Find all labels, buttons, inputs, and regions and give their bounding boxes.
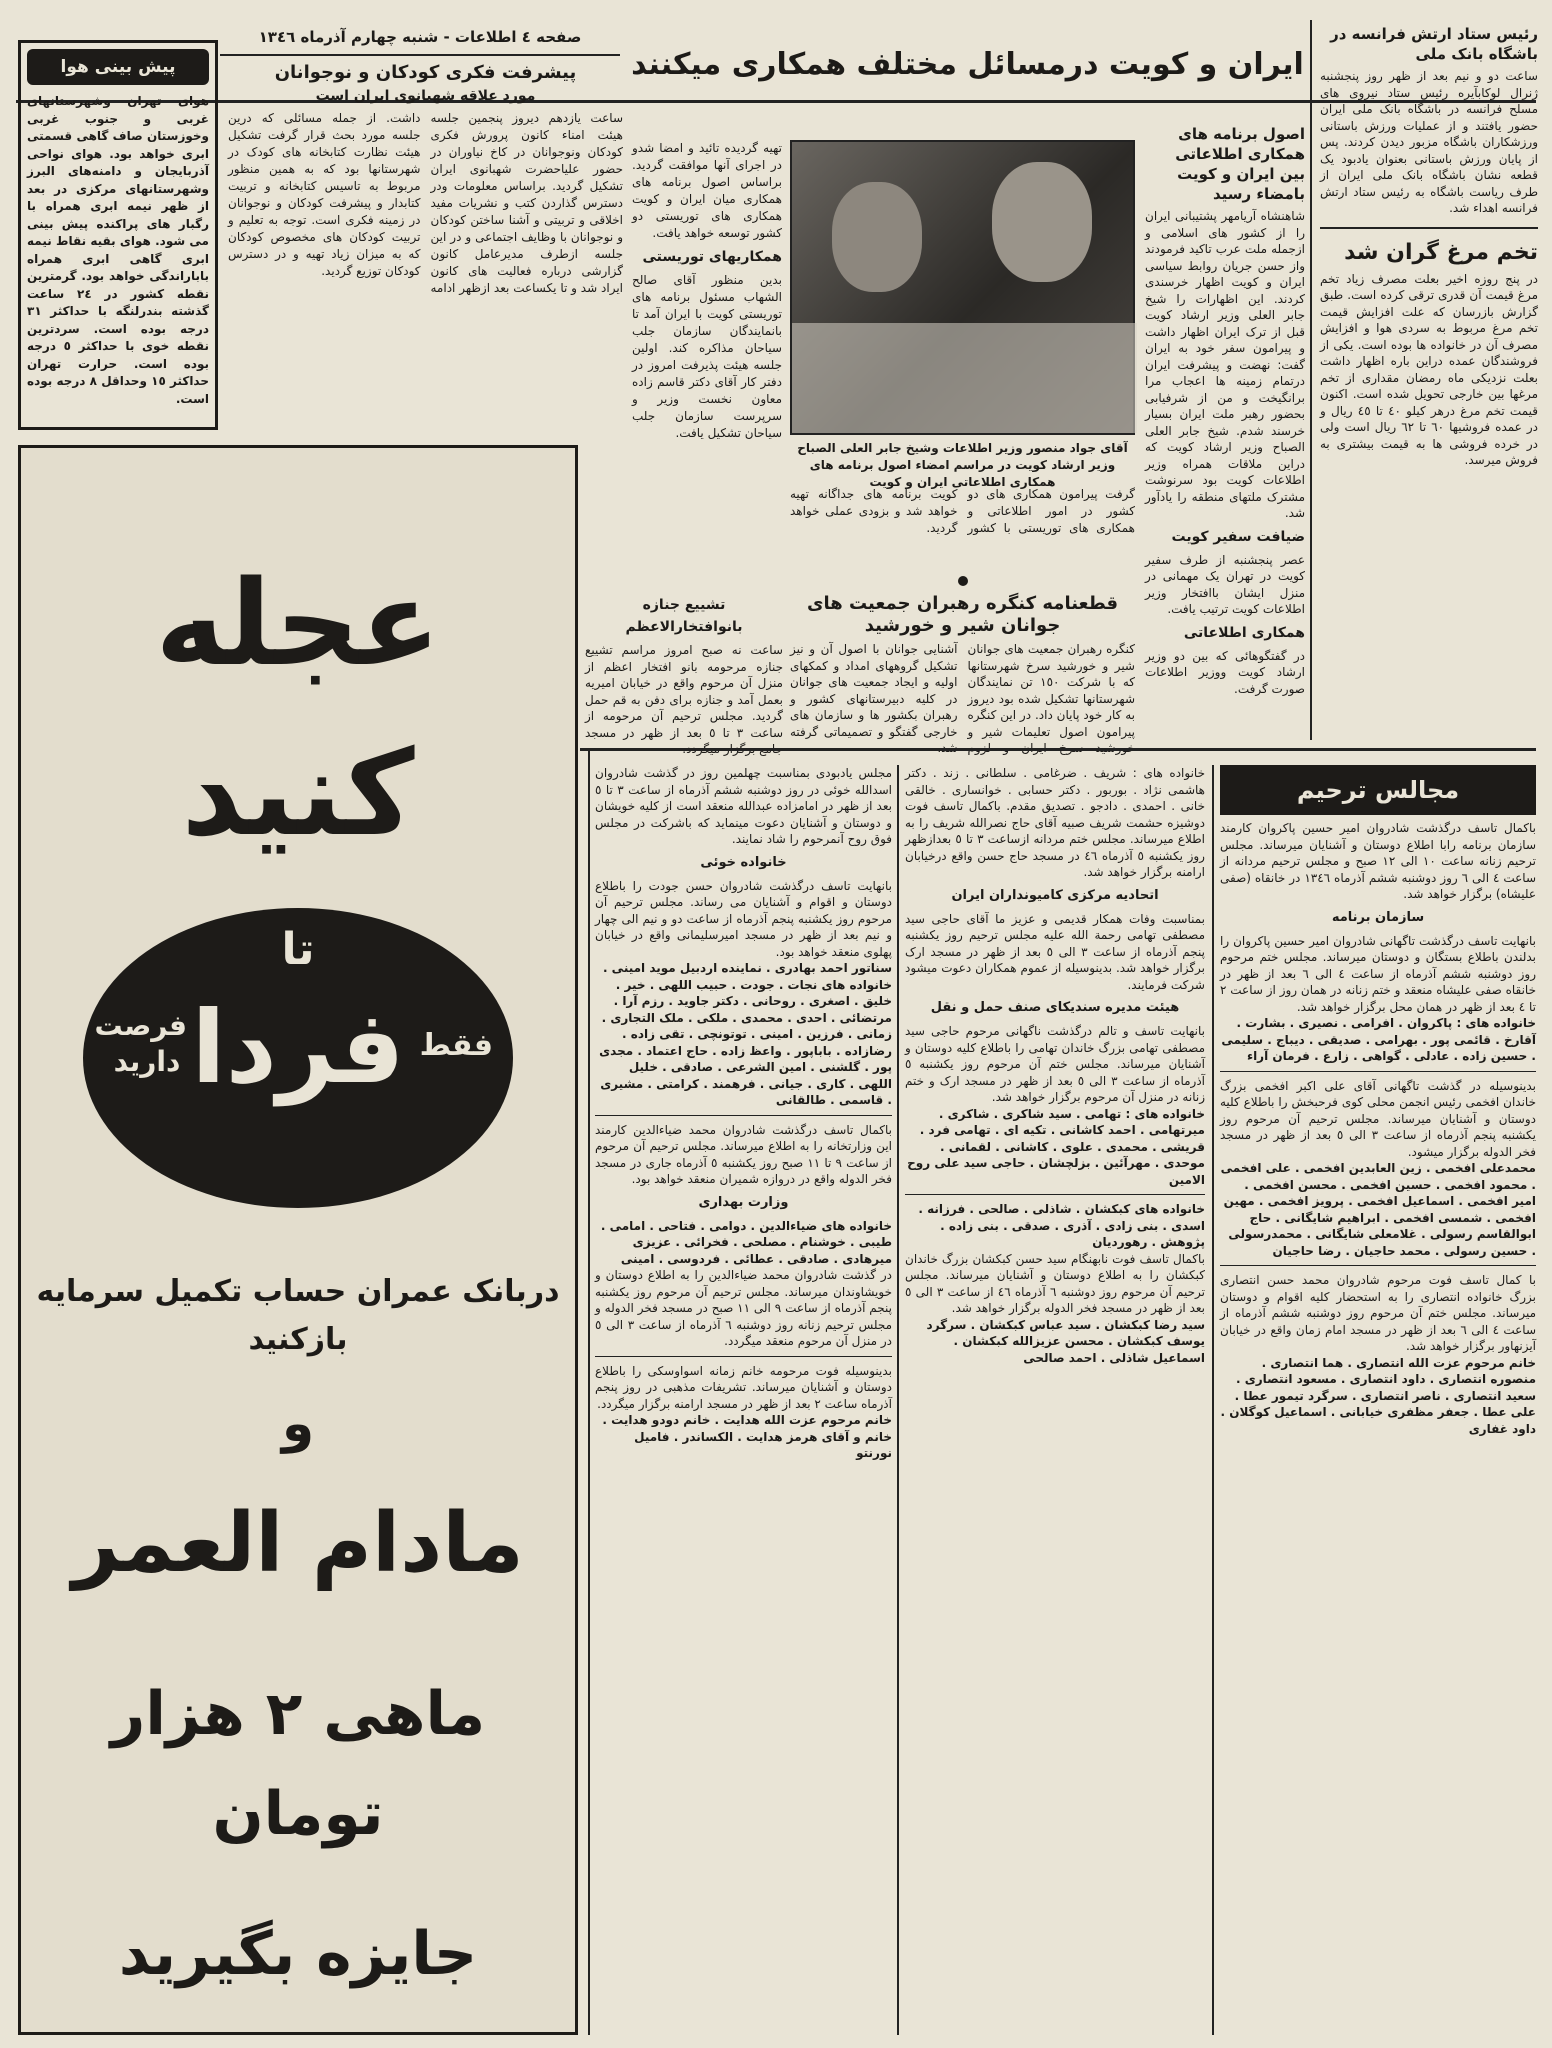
- congress-text: کنگره رهبران جمعیت های جوانان شیر و خورشید سرخ شهرستانها که با شرکت ١٥٠ تن نمایندگان شهرستانها تشکیل شده بود دیروز به کار خود پایان داد. در این کنگره پیرامون اصول تعلیمات شیر و آشنایی جوانان با اصول آن و نیز تشکیل گروههای امداد و کمکهای اولیه و ایجاد جمعیت های جوانان در کلیه دبیرستانهای کشور و رهبران بکشور ها و سازمان های خارجی گفتگو و تصمیماتی گرفته: [790, 642, 1136, 739]
- ad-oval: [83, 908, 513, 1208]
- mid-rule: [580, 748, 1536, 751]
- bullet-icon: [958, 576, 968, 586]
- weather-box: [18, 40, 218, 430]
- photo-caption: آقای جواد منصور وزیر اطلاعات وشیخ جابر العلی الصباح وزیر ارشاد کویت در مراسم امضاء اصول برنامه های همکاری اطلاعاتی ایران و کویت: [797, 441, 1128, 489]
- mourning-col-3: [595, 765, 892, 2035]
- mourning-3-names3: خانم مرحوم عزت الله هدایت . خانم دودو هدایت . خانم و آقای هرمز هدایت . الکساندر . فامیل نورنتو: [602, 1413, 892, 1460]
- col-rule: [1212, 765, 1214, 2035]
- mourning-col-1: [1220, 820, 1536, 2035]
- mourning-2-sign2: هیئت مدیره سندیکای صنف حمل و نقل: [930, 1000, 1180, 1015]
- middle-text: تهیه گردیده تائید و امضا شدو در اجرای آنها موافقت گردید. براساس اصول برنامه های همکاری میان ایران و کویت همکاری های توریستی دو کشور توسعه خواهد یافت.: [632, 141, 782, 240]
- col-rule: [897, 765, 899, 2035]
- mourning-3-text3: باکمال تاسف درگذشت شادروان محمد ضیاءالدین کارمند این وزارتخانه را به اطلاع میرساند. مجلس ترحیم آن مرحوم از ساعت ٩ تا ١١ صبح روز یکشنبه ٥ آذرماه جاری در مسجد فخر الدوله واقع در دروازه شمیران منعقد خواهد بود.: [595, 1122, 893, 1186]
- cooperation-text: در گفتگوهائی که بین دو وزیر ارشاد کویت ووزیر اطلاعات صورت گرفت.: [1145, 648, 1305, 696]
- mourning-1-text: باکمال تاسف درگذشت شادروان امیر حسین پاکروان کارمند سازمان برنامه رابا اطلاع دوستان و آشنایان میرساند. مجلس ترحیم زنانه ساعت ١٠ الی ١٢ صبح و مجلس ترحیم مردانه از ساعت ٤ الی ٦ روز دوشنبه ششم آذرماه ١٣٤٦ در خانقاه (صفی علیشاه) برگزار خواهد شد.: [1220, 821, 1537, 901]
- children-headline: پیشرفت فکری کودکان و نوجوانان: [274, 62, 577, 83]
- photo-signing: [790, 140, 1135, 435]
- divider: [595, 1356, 892, 1357]
- mourning-1-sign: سازمان برنامه: [1331, 909, 1425, 925]
- mourning-1-text4: با کمال تاسف فوت مرحوم شادروان محمد حسن انتصاری بزرگ خانواده انتصاری را به استحضار کلیه اقوام و دوستان میرساند. مجلس ختم آن مرحوم روز دوشنبه ششم آذرماه از ساعت ٤ الی ٦ بعد از ظهر در مسجد امام زمان واقع در خیابان آیزنهاور برگزار خواهد شد.: [1220, 1273, 1537, 1353]
- mourning-2-names3: سید رضا کبکشان . سید عباس کبکشان . سرگرد یوسف کبکشان . محسن عزیزالله کبکشان . اسماعیل شاذلی . احمد صالحی: [926, 1317, 1205, 1365]
- mourning-3-text5: بدینوسیله فوت مرحومه خانم زمانه اسواوسکی را باطلاع دوستان و آشنایان میرساند. تشریفات مذهبی در روز پنجم آذرماه ساعت ٢ بعد از ظهر در مسجد ارامنه برگزار میگردد.: [595, 1363, 892, 1411]
- tourism-heading: همکاریهای توریستی: [642, 249, 782, 265]
- page-header-label: صفحه ٤ اطلاعات - شنبه چهارم آذرماه ١٣٤٦: [258, 28, 582, 46]
- egg-heading: تخم مرغ گران شد: [1344, 239, 1538, 265]
- iran-kuwait-column: [1145, 120, 1305, 740]
- mourning-3-sign2: وزارت بهداری: [698, 1194, 789, 1210]
- desk: [792, 323, 1137, 433]
- mourning-2-text: خانواده های : شریف . ضرغامی . سلطانی . زند . دکتر هاشمی نژاد . بوربور . دکتر حسابی . خوانساری . خالقی خانی . احمدی . دادجو . تصدیق مقدم. باکمال تاسف فوت دوشیزه حشمت شریف صبیه آقای حاج نصرالله شریف را به اطلاع میرساند. مجلس ختم مردانه ازساعت ٣ تا ٥ بعدازظهر روز یکشنبه ٥ آذرماه ٤٦ در مسجد حاج حسن واقع درخیابان ارامنه برگزار خواهد شد.: [905, 766, 1205, 879]
- mourning-2-sign: اتحادیه مرکزی کامیونداران ایران: [951, 887, 1159, 903]
- cooperation-heading: همکاری اطلاعاتی: [1183, 624, 1305, 641]
- funeral-text: ساعت نه صبح امروز مراسم تشییع جنازه مرحومه بانو افتخار اعظم از منزل آن مرحوم واقع در خیابان امیریه بعمل آمد و جنازه برای دفن به قم حمل گردید. مجلس ترحیم آن مرحومه از ساعت ٣ تا ٥ بعد از ظهر در مسجد: [585, 643, 784, 740]
- mourning-1-names2: محمدعلی افخمی . زین العابدین افخمی . علی افخمی . محمود افخمی . حسین افخمی . محسن افخمی . امیر افخمی . اسماعیل افخمی . پرویز افخمی . مهین افخمی . شمسی افخمی . ابراهیم شایگانی . حاج ابوالقاسم رسولی . غلامعلی شایگانی . محمدرسولی . حسین رسولی . محمد حاجیان . رضا حاجیان: [1220, 1161, 1536, 1258]
- ambassador-heading: ضیافت سفیر کویت: [1171, 528, 1305, 545]
- mourning-3-text: مجلس یادبودی بمناسبت چهلمین روز در گذشت شادروان اسدالله خوئی در روز دوشنبه ششم آذرماه از ساعت ٣ تا ٥ بعد از ظهر در امامزاده عبدالله منعقد است از کلیه خویشان و دوستان و آشنایان دعوت مینماید که باشرکت در مجلس فوق روح آنمرحوم را شاد نمایند.: [595, 766, 893, 846]
- divider: [1220, 1071, 1536, 1072]
- ad-oval-top: تا: [281, 924, 315, 975]
- bank-ad: [18, 445, 578, 2035]
- ad-line5: جایزه بگیرید: [118, 1919, 478, 1989]
- ambassador-text: عصر پنجشنبه از طرف سفیر کویت در تهران یک مهمانی در منزل ایشان باافتخار وزیر اطلاعات کویت ترتیب یافت.: [1145, 552, 1305, 616]
- person-left: [832, 182, 922, 292]
- mourning-2-names: خانواده های : تهامی . سید شاکری . شاکری . میرتهامی . احمد کاشانی . تکیه ای . تهامی فرد . قریشی . محمدی . علوی . کاشانی . لقمانی . موحدی . مهرآئین . بزلچشان . حاجی سید علی روح الامین: [907, 1106, 1205, 1187]
- children-article: [228, 58, 623, 438]
- mourning-2-names2: خانواده های کبکشان . شاذلی . صالحی . فرزانه . اسدی . بنی زادی . آذری . صدقی . بنی زاده . پژوهش . رهوردیان: [918, 1202, 1205, 1249]
- mourning-3-text2: بانهایت تاسف درگذشت شادروان حسن جودت را باطلاع دوستان و اقوام و آشنایان می رساند. مجلس ترحیم آن مرحوم روز یکشنبه پنجم آذرماه از ساعت دو و نیم الی چهار و نیم بعد از ظهر در مسجد امیرسلیمانی واقع در خیابان پهلوی منعقد خواهد بود.: [595, 878, 892, 959]
- funeral-notice: [585, 590, 783, 740]
- mourning-1-names3: خانم مرحوم عزت الله انتصاری . هما انتصاری . منصوره انتصاری . داود انتصاری . مسعود انتصاری . سعید انتصاری . ناصر انتصاری . سرگرد تیمور عطا . علی عطا . جعفر مظفری خیابانی . اسماعیل کوگلان . داود غفاری: [1220, 1355, 1536, 1436]
- ad-headline: عجله کنید: [155, 554, 441, 862]
- mourning-1-names: خانواده های : پاکروان . افرامی . نصیری . بشارت . آقارخ . قائمی پور . بهرامی . صدیقی . دیباج . سلیمی . حسین زاده . عادلی . گواهی . زارع . فرمان آراء: [1221, 1016, 1536, 1063]
- weather-text: هوای تهران وشهرستانهای غربی و جنوب غربی وخوزستان صاف گاهی قسمتی ابری خواهد بود. هوای نواحی آذربایجان و دامنه‌های البرز وشهرستانهای مرکزی در بعد از ظهر نیمه ابری همراه با رگبار های پراکنده پیش بینی می شود. هوای بقیه نقاط نیمه ابری گاهی ابری همراه باباراندگی خواهد بود. گرمترین نقطه کشور در ٢٤ ساعت گذشته بندرلنگه با حداکثر ٣١ درجه بوده است. سردترین نقطه خوی با حداکثر ٥ درجه بوده است. حرارت تهران حداکثر ١٥ وحداقل ٨ درجه بوده است.: [27, 94, 210, 406]
- mourning-col-2: [905, 765, 1205, 2035]
- mourning-3-text4: در گذشت شادروان محمد ضیاءالدین را به اطلاع دوستان و خویشاوندان میرساند. مجلس ترحیم آن مرحوم روز یکشنبه پنجم آذرماه از ساعت ٩ الی ١١ صبح در مسجد فخر الدوله و مجلس ترحیم زنانه روز دوشنبه ٦ آذرماه از ساعت ٣ الی ٥ در منزل آن مرحوم منعقد میگردد.: [595, 1268, 893, 1348]
- ad-line3: مادام العمر: [72, 1496, 524, 1591]
- iran-kuwait-text: شاهنشاه آریامهر پشتیبانی ایران را از کشور های اسلامی و ازجمله ملت عرب تاکید فرمودند واز حسن جریان روابط سیاسی ایران و کویت اظهار خرسندی کردند. این اظهارات را شیخ جابر العلی وزیر ارشاد کویت قبل از ترک ایران اظهار داشت و پیرامون سفر خود به ایران گفت: نهضت و پیشرفت ایران درتمام زمینه ها اعجاب مرا برانگیخت و من از شرفیابی بحضور رهبر ملت ایران بسیار خرسند شدم. شیخ جابر العلی الصباح وزیر ارشاد کویت که دراین ملاقات همراه وزیر اطلاعات کویت بود سرنوشت مشترک ملتهای منطقه را یادآور شد.: [1145, 209, 1305, 520]
- congress-article: [790, 570, 1135, 740]
- col-rule: [588, 748, 590, 2035]
- mourning-1-text2: بانهایت تاسف درگذشت تاگهانی شادروان امیر حسین پاکروان را بدلندن باطلاع بستگان و دوستان میرساند. مجلس ختم مرحوم روز دوشنبه ششم آذرماه از ساعت ٤ الی ٦ بعد از ظهر در خانقاه صفی علیشاه منعقد و ختم زنانه در همان روز از ساعت ٢ تا ٤ بعد از ظهر در همان محل برگزار خواهد شد.: [1220, 933, 1537, 1014]
- divider: [595, 1115, 892, 1116]
- children-text: ساعت یازدهم دیروز پنجمین جلسه هیئت امناء کانون پرورش فکری کودکان ونوجوانان در کاخ نیاوران در حضور علیاحضرت شهبانوی ایران تشکیل گردید. براساس معلومات ودر دسترس گذاردن کتب و نشریات مفید اخلاقی و تربیتی و آشنا ساختن کودکان و نوجوانان با وظایف اجتماعی و در این جلسه ازطرف مدیرعامل کانون گزارشی درباره فعالیت های کانون ایراد شد و تا یکساعت بعد ازظهر ادامه داشت. از جمله مسائلی که درین جلسه مورد بحث قرار گرفت تشکیل هیئت نظارت کتابخانه های کودک در شهرستانها بود که به همین منظور مربوط به تاسیس کتابخانه و تربیت کتابدار و پیشرفت کودکان و نوجوانان در زمینه فکری است. توجه به تعلیم و تربیت کودکان های مخصوص کودکان که به میزان زیاد تهیه و در دسترس کودکان توزیع گردید.: [228, 111, 623, 295]
- sidebar-heading: رئیس ستاد ارتش فرانسه در باشگاه بانک ملی: [1330, 25, 1538, 63]
- main-headline: ایران و کویت درمسائل مختلف همکاری میکنند: [631, 47, 1304, 82]
- mourning-2-text2: بمناسبت وفات همکار قدیمی و عزیز ما آقای حاجی سید مصطفی تهامی رحمة الله علیه مجلس ترحیم روز یکشنبه پنجم آذرماه از ساعت ٣ الی ٥ بعد از ظهر در مسجد ارک برگزار خواهد شد. بدینوسیله از عموم همکاران دعوت میشود شرکت فرمایند.: [905, 911, 1205, 992]
- ad-line1: دربانک عمران حساب تکمیل سرمایه بازکنید: [36, 1274, 560, 1357]
- sidebar-text: ساعت دو و نیم بعد از ظهر روز پنجشنبه ژنرال لوکابآیره رئیس ستاد نیروی های مسلح فرانسه در باشگاه بانک ملی ایران حضور یافتند و از عملیات ورزش باستانی ورزشکاران باشگاه مزبور دیدن کردند. پس از پایان ورزش باستانی بعنوان یادبود یک قطعه نشان باشگاه بانک ملی ایران از طرف ریاست باشگاه به رئیس ستاد ارتش فرانسه اهداء شد.: [1320, 69, 1538, 215]
- mourning-1-text3: بدینوسیله در گذشت تاگهانی آقای علی اکبر افخمی بزرگ خاندان افخمی رئیس انجمن محلی کوی فرحبخش را باطلاع کلیه دوستان و آشنایان میرساند. مجلس ترحیم آن مرحوم روز یکشنبه پنجم آذرماه از ساعت ٣ الی ٥ بعد از ظهر در مسجد فخر الدوله برگزار میشود.: [1220, 1078, 1536, 1159]
- congress-heading: قطعنامه کنگره رهبران جمعیت های جوانان شیر و خورشید: [806, 593, 1119, 636]
- divider: [1320, 227, 1538, 229]
- ad-oval-left: فرصت دارید: [94, 1009, 187, 1078]
- mourning-3-names2: خانواده های ضیاءالدین . دوامی . فتاحی . امامی . طیبی . خوشنام . مصلحی . فخرائی . عزیزی میرهادی . صادقی . عطائی . فردوسی . امینی: [600, 1218, 892, 1266]
- ad-line4: ماهی ٢ هزار تومان: [110, 1679, 486, 1849]
- mourning-3-names: سناتور احمد بهادری . نماینده اردبیل موید امینی . خانواده های نجات . جودت . حبیب اللهی . خیر . خلیق . اصغری . روحانی . دکتر جاوید . رزم آرا . مرتضائی . احدی . محمدی . ملکی . ملک التجاری . زمانی . فرزین . امینی . توتونچی . تقی زاده . رضازاده . باباپور . واعظ زاده . حاج اعتماد . مجدی پور . گلشنی . امین الشرعی . صادقی . خلیل اللهی . کاری . جیانی . فرهمند . کرامتی . مشیری . قاسمی . طالقانی: [599, 961, 892, 1107]
- col-rule: [1310, 20, 1312, 740]
- ad-oval-right: فقط: [419, 1028, 493, 1063]
- divider: [905, 1194, 1205, 1195]
- funeral-heading: تشییع جنازه بانوافتخارالاعظم: [625, 597, 743, 635]
- ad-oval-main: فردا: [191, 989, 405, 1106]
- weather-title: پیش بینی هوا: [27, 49, 209, 85]
- iran-kuwait-heading: اصول برنامه های همکاری اطلاعاتی بین ایران و کویت بامضاء رسید: [1175, 125, 1305, 203]
- mourning-2-text3: بانهایت تاسف و تالم درگذشت ناگهانی مرحوم حاجی سید مصطفی تهامی بزرگ خاندان تهامی را باطلاع کلیه دوستان و آشنایان میرساند. مجلس ختم آن مرحوم روز یکشنبه ٥ آذرماه از ساعت ٣ الی ٥ بعد از ظهر در مسجد ارک و ختم زنانه در منزل آن مرحوم برگزار خواهد شد.: [905, 1024, 1206, 1104]
- mourning-3-sign: خانواده خوئی: [700, 854, 787, 870]
- mourning-box-title: مجالس ترحیم: [1220, 765, 1536, 815]
- below-photo-text: گرفت پیرامون همکاری های دو کشور در امور اطلاعاتی و همکاری های توریستی با کشور کویت برنامه های جداگانه تهیه خواهد شد و بزودی عملی خواهد گردید.: [790, 487, 1135, 535]
- header-rule: [220, 54, 620, 56]
- mourning-2-text4: باکمال تاسف فوت نابهنگام سید حسن کبکشان بزرگ خاندان کبکشان را به اطلاع دوستان و آشنایان میرساند. مجلس ترحیم آن مرحوم روز دوشنبه ٦ آذرماه ٤٦ از ساعت ٣ الی ٥ بعد از ظهر در مسجد فخر الدوله برگزار خواهد شد.: [905, 1251, 1205, 1315]
- ad-line2: و: [281, 1394, 315, 1454]
- tourism-text: بدین منظور آقای صالح الشهاب مسئول برنامه های توریستی کویت با ایران آمد تا بانمایندگان سازمان جلب سیاحان مذاکره کند. اولین جلسه هیئت پذیرفت امروز در دفتر کار آقای دکتر قاسم زاده معاون نخست وزیر و سرپرست سازمان جلب سیاحان تشکیل یافت.: [632, 273, 782, 440]
- divider: [1220, 1265, 1536, 1266]
- person-right: [992, 162, 1092, 282]
- children-subhead: مورد علاقه شهبانوی ایران است: [315, 88, 536, 104]
- egg-text: در پنج روزه اخیر بعلت مصرف زیاد تخم مرغ قیمت آن قدری ترقی کرده است. طبق گزارش بازرسان که علت افزایش قیمت تخم مرغ مربوط به سردی هوا و افزایش مصرف آن در خانواده ها بوده است. یکی از فروشندگان عمده دراین باره اظهار داشت بعلت نزدیکی ماه رمضان مقداری از تخم مرغها بین خارجی تحویل شده است. اکنون قیمت تخم مرغ درهر کیلو ٤٠ تا ٤٥ ریال و در عمده فروشیها ٦٠ تا ٦٢ ریال است ولی در خرده فروشی ها به قیمت بیشتری به فروش میرسد.: [1320, 271, 1539, 467]
